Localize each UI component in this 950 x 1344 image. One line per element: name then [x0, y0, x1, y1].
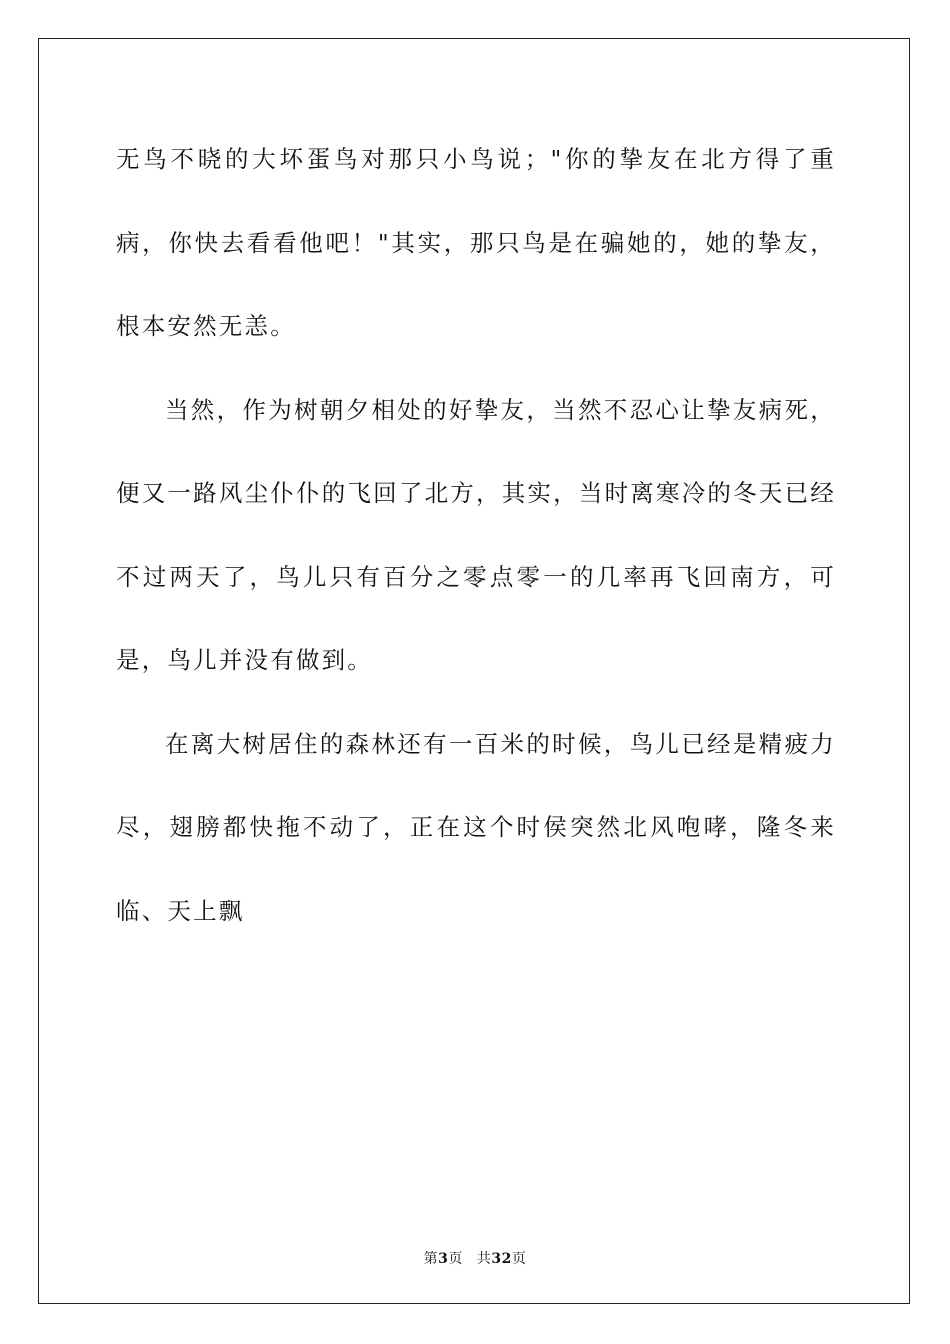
page-footer	[0, 1248, 950, 1268]
document-body	[116, 118, 836, 953]
paragraph-1: 无鸟不晓的大坏蛋鸟对那只小鸟说；"你的挚友在北方得了重病，你快去看看他吧！"其实，那只鸟是在骗她的，她的挚友，根本安然无恙。	[116, 145, 836, 340]
paragraph-2: 当然，作为树朝夕相处的好挚友，当然不忍心让挚友病死，便又一路风尘仆仆的飞回了北方，其实，当时离寒冷的冬天已经不过两天了，鸟儿只有百分之零点零一的几率再飞回南方，可是，鸟儿并没有做到。	[116, 395, 836, 674]
page-prefix: 第	[423, 1251, 439, 1267]
paragraph-3: 在离大树居住的森林还有一百米的时候，鸟儿已经是精疲力尽，翅膀都快拖不动了，正在这个时侯突然北风咆哮，隆冬来临、天上飘	[116, 729, 836, 925]
page-suffix: 页	[448, 1251, 463, 1267]
total-prefix: 共	[476, 1251, 492, 1267]
total-suffix: 页	[511, 1251, 527, 1267]
total-page-count: 32	[491, 1251, 512, 1267]
current-page-number: 3	[438, 1251, 449, 1267]
